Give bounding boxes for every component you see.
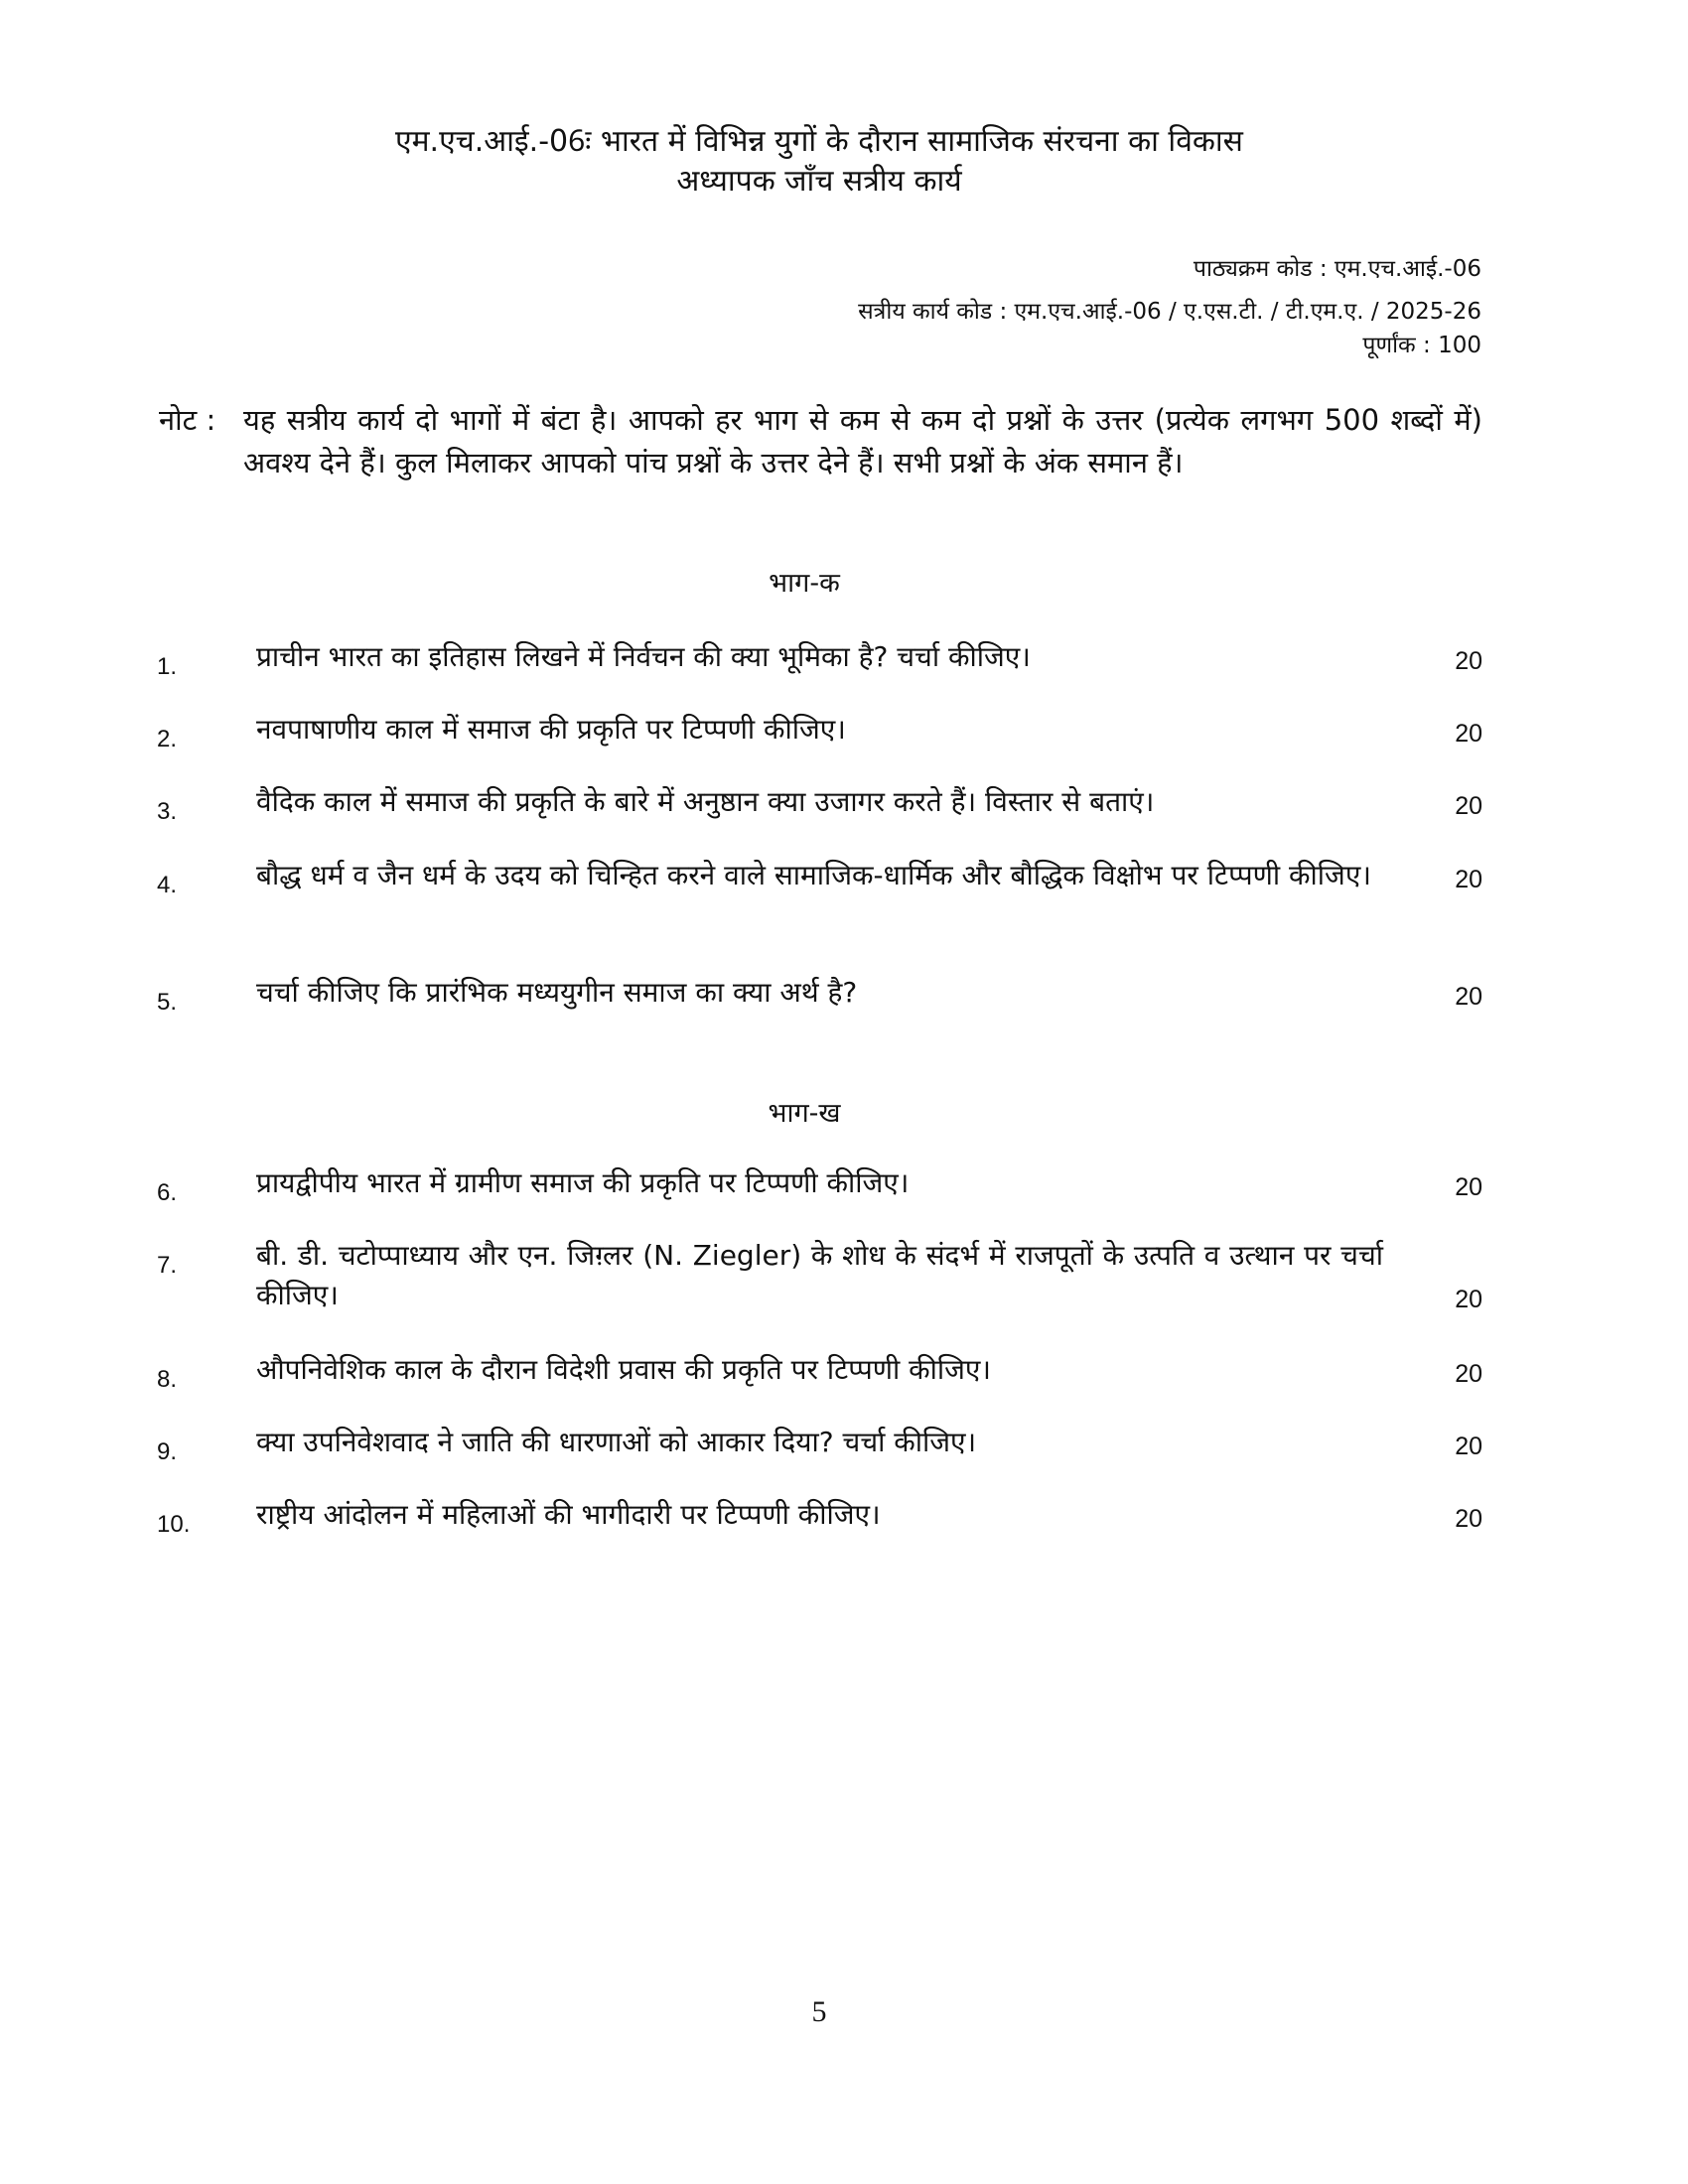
max-marks: पूर्णांक : 100 (1362, 333, 1481, 358)
question-item (157, 1350, 1482, 1393)
question-marks: 20 (1455, 1505, 1482, 1533)
note-block (159, 399, 1482, 484)
question-number: 9. (157, 1438, 178, 1465)
question-text: चर्चा कीजिए कि प्रारंभिक मध्ययुगीन समाज का क्या अर्थ है? (256, 976, 858, 1009)
question-item (157, 710, 1482, 750)
question-text: राष्ट्रीय आंदोलन में महिलाओं की भागीदारी पर टिप्पणी कीजिए। (256, 1498, 881, 1531)
question-text: नवपाषाणीय काल में समाज की प्रकृति पर टिप्पणी कीजिए। (256, 713, 846, 746)
question-marks: 20 (1455, 1433, 1482, 1460)
question-marks: 20 (1455, 866, 1482, 893)
question-marks: 20 (1455, 983, 1482, 1011)
page-number: 5 (811, 1995, 827, 2028)
question-text: प्रायद्वीपीय भारत में ग्रामीण समाज की प्रकृति पर टिप्पणी कीजिए। (256, 1166, 910, 1199)
question-number: 7. (157, 1252, 178, 1279)
question-item (157, 782, 1482, 825)
document-title: एम.एच.आई.-06ः भारत में विभिन्न युगों के दौरान सामाजिक संरचना का विकास (395, 124, 1243, 159)
question-text: प्राचीन भारत का इतिहास लिखने में निर्वचन की क्या भूमिका है? चर्चा कीजिए। (256, 640, 1031, 673)
question-item (157, 856, 1482, 898)
question-item (157, 637, 1482, 680)
note-text: यह सत्रीय कार्य दो भागों में बंटा है। आपको हर भाग से कम से कम दो प्रश्नों के उत्तर (प्रत्येक लगभग 500 शब्दों में) अवश्य देने हैं। कुल मिलाकर आपको पांच प्रश्नों के उत्तर देने हैं। सभी प्रश्नों के अंक समान हैं। (243, 403, 1482, 479)
question-marks: 20 (1455, 647, 1482, 675)
question-text: औपनिवेशिक काल के दौरान विदेशी प्रवास की प्रकृति पर टिप्पणी कीजिए। (256, 1353, 992, 1386)
question-marks: 20 (1455, 1173, 1482, 1201)
course-code: पाठ्यक्रम कोड : एम.एच.आई.-06 (1193, 256, 1481, 282)
question-number: 8. (157, 1366, 178, 1393)
section-title-a: भाग-क (769, 568, 840, 599)
question-item (157, 1163, 1482, 1206)
question-number: 10. (157, 1511, 191, 1538)
question-item (157, 1236, 1482, 1315)
question-number: 5. (157, 989, 178, 1016)
question-item (157, 1495, 1482, 1538)
question-marks: 20 (1455, 720, 1482, 748)
question-marks: 20 (1455, 1286, 1482, 1313)
question-item (157, 973, 1482, 1016)
assignment-code: सत्रीय कार्य कोड : एम.एच.आई.-06 / ए.एस.टी. / टी.एम.ए. / 2025-26 (858, 299, 1481, 325)
section-title-b: भाग-ख (768, 1098, 841, 1129)
question-marks: 20 (1455, 792, 1482, 820)
note-label: नोट : (159, 403, 216, 437)
question-number: 4. (157, 872, 178, 898)
document-subtitle: अध्यापक जाँच सत्रीय कार्य (676, 164, 962, 199)
question-marks: 20 (1455, 1360, 1482, 1388)
question-text: बौद्ध धर्म व जैन धर्म के उदय को चिन्हित करने वाले सामाजिक-धार्मिक और बौद्धिक विक्षोभ पर टिप्पणी कीजिए। (256, 859, 1371, 891)
question-number: 2. (157, 726, 178, 752)
question-number: 6. (157, 1179, 178, 1206)
question-text: बी. डी. चटोप्पाध्याय और एन. जिग़्लर (N. Ziegler) के शोध के संदर्भ में राजपूतों के उत्पति व उत्थान पर चर्चा कीजिए। (256, 1239, 1383, 1311)
question-number: 3. (157, 798, 178, 825)
question-item (157, 1423, 1482, 1465)
question-number: 1. (157, 653, 178, 680)
question-text: क्या उपनिवेशवाद ने जाति की धारणाओं को आकार दिया? चर्चा कीजिए। (256, 1426, 977, 1458)
question-text: वैदिक काल में समाज की प्रकृति के बारे में अनुष्ठान क्या उजागर करते हैं। विस्तार से बताएं। (256, 785, 1155, 818)
